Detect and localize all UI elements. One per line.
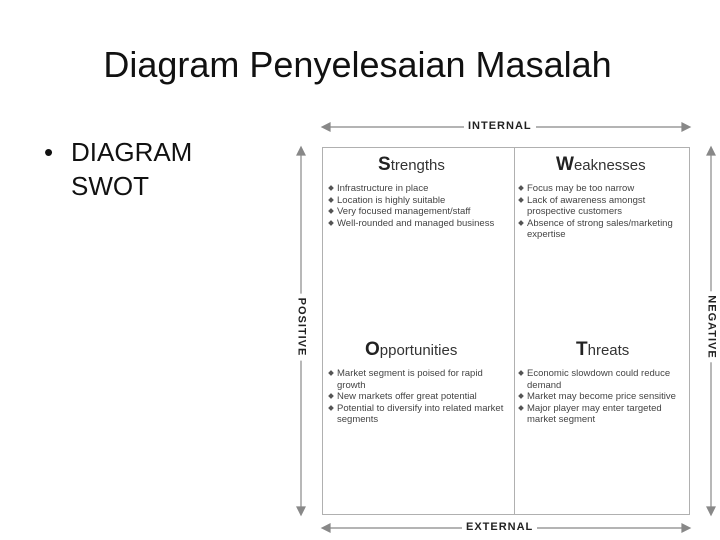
list-item: Location is highly suitable [328,195,503,207]
opportunities-initial: O [365,339,380,360]
list-item: Absence of strong sales/marketing expertise [518,218,688,241]
strengths-initial: S [378,154,391,175]
bullet-dot: • [44,137,54,167]
axis-internal-label: INTERNAL [464,120,536,132]
weaknesses-rest: eaknesses [573,157,646,174]
list-item: Major player may enter targeted market segment [518,403,690,426]
opportunities-rest: pportunities [379,342,458,359]
list-item: Well-rounded and managed business [328,218,503,230]
list-item: Infrastructure in place [328,183,503,195]
axis-positive-label: POSITIVE [295,294,307,361]
swot-divider [514,147,515,515]
threats-rest: hreats [587,342,630,359]
list-item: New markets offer great potential [328,391,508,403]
list-item: Potential to diversify into related market segments [328,403,508,426]
weaknesses-initial: W [556,154,574,175]
bullet-text: DIAGRAM SWOT [71,137,193,201]
threats-list [518,368,690,426]
strengths-list [328,183,503,229]
list-item: Very focused management/staff [328,206,503,218]
weaknesses-heading [556,154,646,176]
slide-title-text: Diagram Penyelesaian Masalah [103,44,612,85]
list-item: Economic slowdown could reduce demand [518,368,690,391]
opportunities-heading [365,339,457,361]
threats-initial: T [576,339,588,360]
axis-negative-label: NEGATIVE [706,291,718,362]
list-item: Market segment is poised for rapid growth [328,368,508,391]
strengths-rest: trengths [390,157,445,174]
list-item: Market may become price sensitive [518,391,690,403]
axis-external-label: EXTERNAL [462,521,537,533]
threats-heading [576,339,629,361]
opportunities-list [328,368,508,426]
swot-diagram [290,115,720,540]
slide-title [0,44,720,86]
list-item: Focus may be too narrow [518,183,688,195]
list-item: Lack of awareness amongst prospective customers [518,195,688,218]
strengths-heading [378,154,445,176]
weaknesses-list [518,183,688,241]
